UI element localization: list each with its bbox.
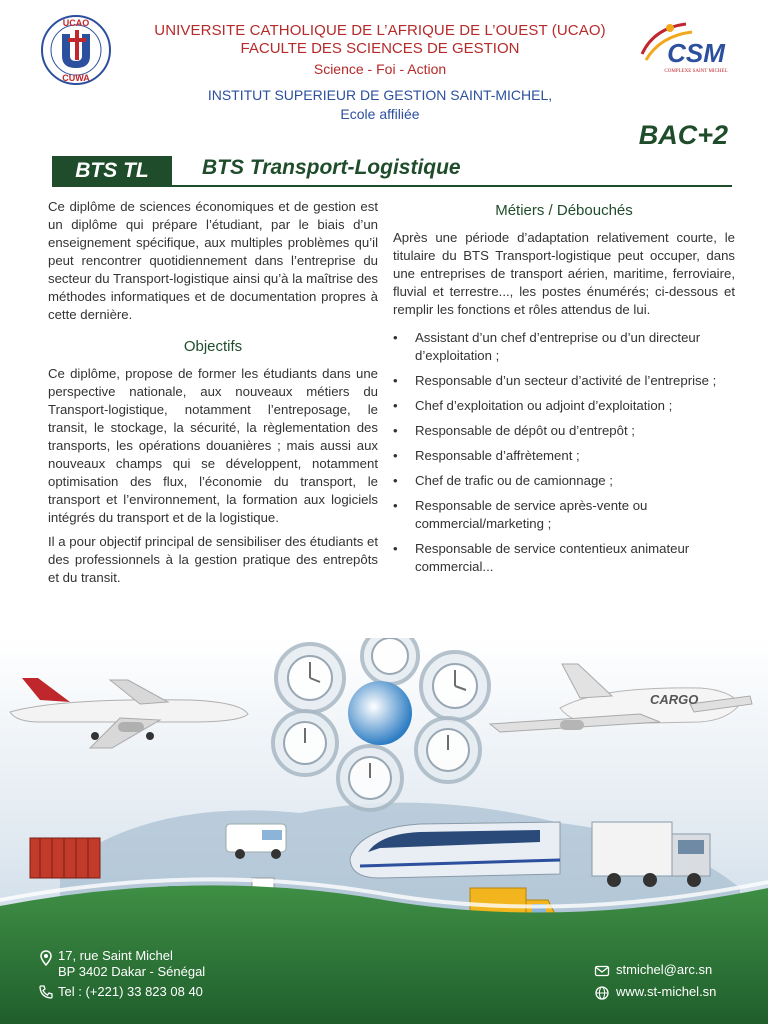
list-item-text: Responsable de service contentieux animateur commercial... xyxy=(415,541,690,574)
list-item xyxy=(393,497,735,533)
csm-logo xyxy=(634,14,730,92)
gear-icon xyxy=(273,711,337,775)
gear-icon xyxy=(416,718,480,782)
list-item-text: Chef d’exploitation ou adjoint d’exploitation ; xyxy=(415,398,673,413)
metiers-heading: Métiers / Débouchés xyxy=(495,202,633,219)
email-icon xyxy=(594,963,610,979)
objectifs-paragraph-2: Il a pour objectif principal de sensibiliser des étudiants et des professionnels à la gestion pratique des entrepôts et du transit. xyxy=(48,534,378,585)
list-item-text: Responsable de service après-vente ou commercial/marketing ; xyxy=(415,498,648,531)
metiers-intro: Après une période d’adaptation relativement courte, le titulaire du BTS Transport-logistique peut occuper, dans une entreprises de transport aérien, maritime, ferroviaire, fluvial et terrestre..., les postes énumérés; ci-dessous et remplir les fonctions et rôles attendus de lui. xyxy=(393,230,735,317)
title-divider xyxy=(52,185,732,187)
list-item xyxy=(393,372,735,390)
bullet-icon: • xyxy=(393,423,398,438)
footer-address xyxy=(58,948,205,980)
gear-icon xyxy=(338,746,402,810)
jobs-list xyxy=(393,329,735,576)
list-item-text: Responsable d’un secteur d’activité de l’entreprise ; xyxy=(415,373,717,388)
footer-phone[interactable]: Tel : (+221) 33 823 08 40 xyxy=(58,984,203,999)
list-item-text: Responsable de dépôt ou d’entrepôt ; xyxy=(415,423,635,438)
program-title: BTS Transport-Logistique xyxy=(202,156,461,179)
list-item xyxy=(393,472,735,490)
list-item-text: Chef de trafic ou de camionnage ; xyxy=(415,473,613,488)
ucao-logo-bottom-text: CUWA xyxy=(62,73,90,83)
bullet-icon: • xyxy=(393,541,398,556)
train-icon xyxy=(350,822,560,878)
motto: Science - Foi - Action xyxy=(313,61,447,77)
bullet-icon: • xyxy=(393,473,398,488)
ucao-logo-top-text: UCAO xyxy=(62,18,90,28)
footer-email[interactable]: stmichel@arc.sn xyxy=(616,962,713,977)
phone-icon xyxy=(38,984,54,1000)
left-column xyxy=(48,198,378,587)
bullet-icon: • xyxy=(393,330,398,345)
globe-icon xyxy=(348,681,412,745)
gear-icon xyxy=(276,644,344,712)
globe-web-icon xyxy=(594,985,610,1001)
level-label: BAC+2 xyxy=(638,120,728,150)
location-pin-icon xyxy=(38,950,54,966)
list-item xyxy=(393,422,735,440)
program-badge: BTS TL xyxy=(52,156,172,186)
list-item-text: Assistant d’un chef d’entreprise ou d’un directeur d’exploitation ; xyxy=(415,330,701,363)
list-item xyxy=(393,397,735,415)
bullet-icon: • xyxy=(393,448,398,463)
csm-logo-subtext: COMPLEXE SAINT MICHEL xyxy=(664,69,728,74)
address-line-2: BP 3402 Dakar - Sénégal xyxy=(58,964,206,979)
objectifs-paragraph-1: Ce diplôme, propose de former les étudiants dans une perspective nationale, aux nouveaux métiers du Transport-logistique, notamment l’entreposage, le transit, le stockage, la sécurité, la règlementation des transports, les opérations douanières ; mais aussi aux nouveaux champs qui se développent, notamment optimisation des flux, l’économie du transport, le transport et l’environnement, la formation aux logiciels intégrés du transport et de la logistique. xyxy=(48,366,378,525)
bullet-icon: • xyxy=(393,398,398,413)
university-name: UNIVERSITE CATHOLIQUE DE L’AFRIQUE DE L’OUEST (UCAO) xyxy=(154,22,606,39)
intro-paragraph: Ce diplôme de sciences économiques et de gestion est un diplôme qui prépare l’étudiant, par le biais d’un enseignement spécifique, aux multiples problèmes qu’il peut rencontrer quotidiennement dans l’entreprise du secteur du Transport-logistique ainsi qu’à la maîtrise des méthodes informatiques et de documentation propres à cette dernière. xyxy=(48,199,378,322)
header xyxy=(0,0,768,150)
list-item xyxy=(393,540,735,576)
list-item xyxy=(393,447,735,465)
bullet-icon: • xyxy=(393,373,398,388)
institute-name: INSTITUT SUPERIEUR DE GESTION SAINT-MICHEL, xyxy=(207,87,553,103)
footer-website[interactable]: www.st-michel.sn xyxy=(616,984,717,999)
gear-icon xyxy=(421,652,489,720)
affiliation: Ecole affiliée xyxy=(340,106,420,122)
csm-logo-text: CSM xyxy=(667,38,725,68)
list-item xyxy=(393,329,735,365)
ucao-logo xyxy=(40,14,112,86)
address-line-1: 17, rue Saint Michel xyxy=(58,948,173,963)
right-column xyxy=(393,202,735,583)
list-item-text: Responsable d’affrètement ; xyxy=(415,448,580,463)
faculty-name: FACULTE DES SCIENCES DE GESTION xyxy=(240,40,520,57)
objectifs-heading: Objectifs xyxy=(183,338,243,355)
bullet-icon: • xyxy=(393,498,398,513)
plane-cargo-text: CARGO xyxy=(650,692,699,707)
gear-icon xyxy=(362,638,418,684)
container-icon xyxy=(30,838,100,878)
